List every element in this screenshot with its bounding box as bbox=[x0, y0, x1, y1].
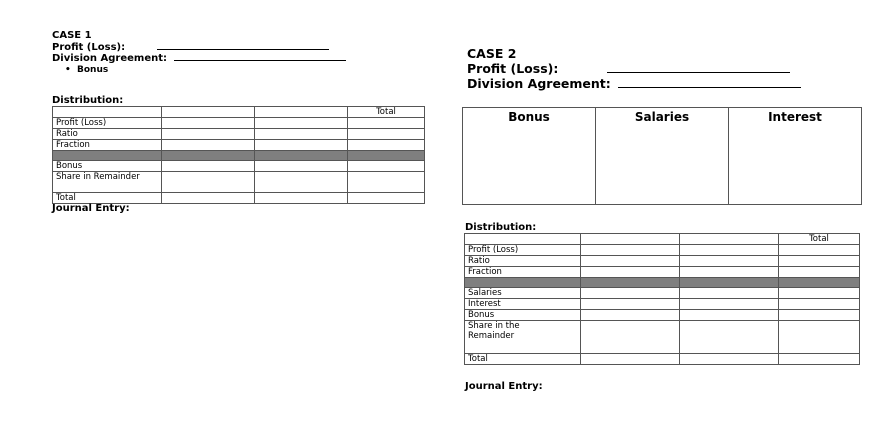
case2-journal-entry-label: Journal Entry: bbox=[465, 381, 543, 392]
table-header-total: Total bbox=[348, 107, 425, 118]
case1-profit-blank[interactable] bbox=[157, 49, 329, 50]
case2-profit-label: Profit (Loss): bbox=[467, 61, 559, 76]
table-cell[interactable] bbox=[581, 299, 680, 310]
shaded-cell bbox=[53, 151, 162, 161]
table-cell[interactable] bbox=[162, 107, 255, 118]
case2-title: CASE 2 bbox=[467, 46, 517, 61]
shaded-cell bbox=[255, 151, 348, 161]
table-cell[interactable] bbox=[581, 321, 680, 354]
table-row bbox=[53, 118, 425, 129]
shaded-cell bbox=[162, 151, 255, 161]
table-cell[interactable] bbox=[162, 129, 255, 140]
table-cell[interactable] bbox=[680, 321, 779, 354]
table-cell[interactable] bbox=[680, 354, 779, 365]
interest-header: Interest bbox=[768, 110, 822, 124]
case2-division-blank[interactable] bbox=[618, 87, 801, 88]
case2-profit-blank[interactable] bbox=[607, 72, 790, 73]
table-cell[interactable] bbox=[779, 267, 860, 278]
table-cell[interactable] bbox=[465, 234, 581, 245]
table-row bbox=[465, 354, 860, 365]
table-row bbox=[465, 299, 860, 310]
table-cell[interactable] bbox=[779, 299, 860, 310]
shaded-separator-row bbox=[465, 278, 860, 288]
table-cell[interactable] bbox=[581, 234, 680, 245]
table-row bbox=[53, 161, 425, 172]
case2-distribution-label: Distribution: bbox=[465, 222, 537, 233]
shaded-cell bbox=[680, 278, 779, 288]
row-label: Bonus bbox=[53, 161, 162, 172]
table-cell[interactable] bbox=[348, 140, 425, 151]
table-cell[interactable] bbox=[581, 245, 680, 256]
row-label: Ratio bbox=[465, 256, 581, 267]
row-label: Total bbox=[53, 193, 162, 204]
table-row bbox=[53, 172, 425, 193]
case2-division-row bbox=[467, 76, 801, 91]
table-cell[interactable] bbox=[779, 321, 860, 354]
row-label: Share in the Remainder bbox=[465, 321, 581, 354]
table-cell[interactable] bbox=[779, 288, 860, 299]
row-label: Salaries bbox=[465, 288, 581, 299]
table-cell[interactable] bbox=[348, 161, 425, 172]
row-label: Profit (Loss) bbox=[465, 245, 581, 256]
table-cell[interactable] bbox=[255, 118, 348, 129]
case1-division-label: Division Agreement: bbox=[52, 53, 168, 64]
table-row bbox=[465, 321, 860, 354]
shaded-cell bbox=[581, 278, 680, 288]
row-label: Fraction bbox=[465, 267, 581, 278]
table-cell[interactable] bbox=[255, 172, 348, 193]
case1-division-blank[interactable] bbox=[174, 60, 346, 61]
case1-bullet-item bbox=[52, 65, 346, 77]
case2-header bbox=[467, 46, 801, 91]
table-cell[interactable] bbox=[162, 193, 255, 204]
table-cell[interactable] bbox=[348, 129, 425, 140]
table-cell[interactable] bbox=[162, 161, 255, 172]
row-label: Fraction bbox=[53, 140, 162, 151]
row-label: Ratio bbox=[53, 129, 162, 140]
table-row bbox=[53, 107, 425, 118]
shaded-cell bbox=[465, 278, 581, 288]
table-row bbox=[53, 129, 425, 140]
interest-column[interactable] bbox=[729, 108, 862, 205]
table-cell[interactable] bbox=[255, 129, 348, 140]
table-cell[interactable] bbox=[680, 256, 779, 267]
table-row bbox=[465, 256, 860, 267]
case1-header bbox=[52, 30, 346, 76]
table-cell[interactable] bbox=[348, 172, 425, 193]
table-cell[interactable] bbox=[162, 140, 255, 151]
case1-profit-label: Profit (Loss): bbox=[52, 41, 126, 53]
table-row bbox=[53, 140, 425, 151]
table-cell[interactable] bbox=[779, 354, 860, 365]
row-label: Share in Remainder bbox=[53, 172, 162, 193]
table-header-total: Total bbox=[779, 234, 860, 245]
table-cell[interactable] bbox=[779, 310, 860, 321]
table-cell[interactable] bbox=[162, 118, 255, 129]
table-cell[interactable] bbox=[348, 118, 425, 129]
table-cell[interactable] bbox=[255, 161, 348, 172]
case1-distribution-label: Distribution: bbox=[52, 95, 124, 106]
table-cell[interactable] bbox=[680, 288, 779, 299]
table-cell[interactable] bbox=[581, 288, 680, 299]
case1-journal-entry-label: Journal Entry: bbox=[52, 203, 130, 214]
shaded-cell bbox=[779, 278, 860, 288]
table-cell[interactable] bbox=[255, 107, 348, 118]
case1-title: CASE 1 bbox=[52, 30, 92, 41]
table-cell[interactable] bbox=[53, 107, 162, 118]
table-row bbox=[465, 245, 860, 256]
table-cell[interactable] bbox=[581, 354, 680, 365]
case2-distribution-table bbox=[464, 233, 860, 365]
shaded-cell bbox=[348, 151, 425, 161]
bullet-icon: • bbox=[65, 64, 71, 75]
table-cell[interactable] bbox=[680, 267, 779, 278]
table-cell[interactable] bbox=[779, 256, 860, 267]
table-cell[interactable] bbox=[680, 310, 779, 321]
case1-division-row bbox=[52, 53, 346, 65]
table-cell[interactable] bbox=[255, 140, 348, 151]
case1-profit-row bbox=[52, 42, 346, 54]
shaded-separator-row bbox=[53, 151, 425, 161]
case2-division-box bbox=[462, 107, 862, 205]
table-cell[interactable] bbox=[581, 256, 680, 267]
table-row bbox=[465, 310, 860, 321]
bonus-column[interactable] bbox=[463, 108, 596, 205]
case2-division-label: Division Agreement: bbox=[467, 76, 611, 91]
case1-bullet-label: Bonus bbox=[77, 64, 109, 75]
case2-profit-row bbox=[467, 61, 801, 76]
table-cell[interactable] bbox=[581, 310, 680, 321]
salaries-column[interactable] bbox=[596, 108, 729, 205]
case1-distribution-table bbox=[52, 106, 425, 204]
bonus-header: Bonus bbox=[508, 110, 550, 124]
salaries-header: Salaries bbox=[634, 110, 690, 124]
table-cell[interactable] bbox=[680, 245, 779, 256]
table-cell[interactable] bbox=[255, 193, 348, 204]
table-row bbox=[465, 267, 860, 278]
table-cell[interactable] bbox=[348, 193, 425, 204]
row-label: Interest bbox=[465, 299, 581, 310]
table-row bbox=[53, 193, 425, 204]
table-cell[interactable] bbox=[581, 267, 680, 278]
row-label: Total bbox=[465, 354, 581, 365]
table-cell[interactable] bbox=[779, 245, 860, 256]
table-cell[interactable] bbox=[680, 234, 779, 245]
row-label: Profit (Loss) bbox=[53, 118, 162, 129]
row-label: Bonus bbox=[465, 310, 581, 321]
table-cell[interactable] bbox=[680, 299, 779, 310]
table-row bbox=[465, 234, 860, 245]
table-cell[interactable] bbox=[162, 172, 255, 193]
table-row bbox=[465, 288, 860, 299]
